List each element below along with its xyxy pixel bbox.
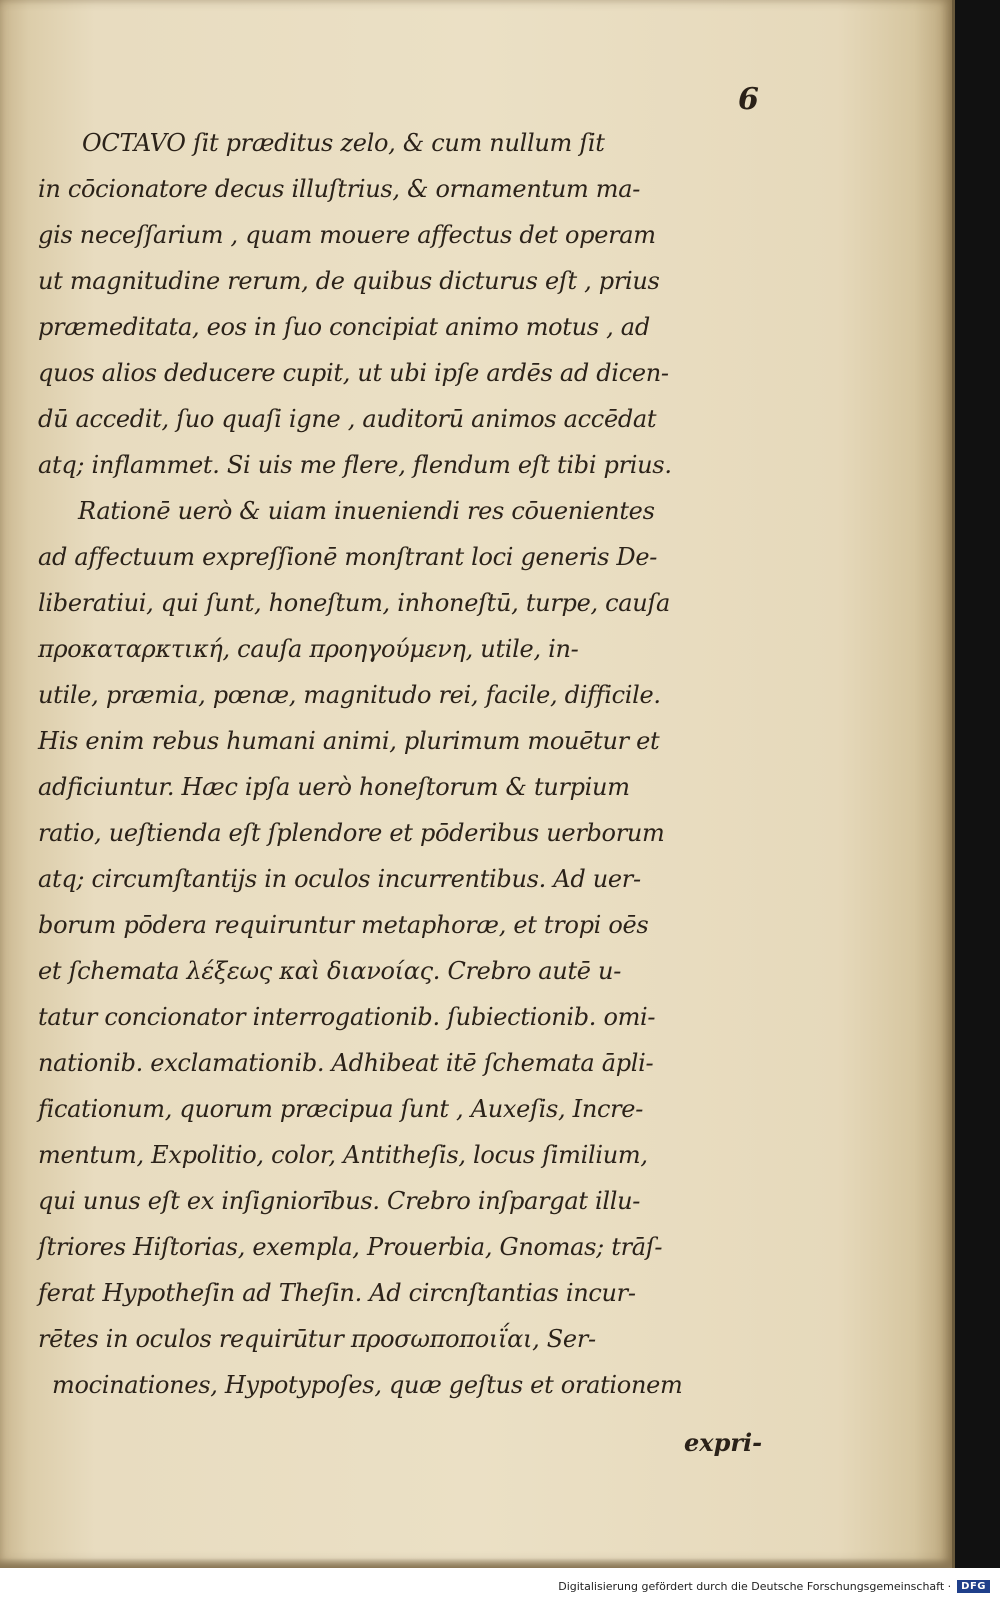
text-line: utile, præmia, pœnæ, magnitudo rei, facile, difficile.	[38, 681, 661, 709]
text-line: ficationum, quorum præcipua ſunt , Auxeſis, Incre-	[38, 1095, 644, 1123]
text-line: quos alios deducere cupit, ut ubi ipſe ardēs ad dicen-	[38, 359, 669, 387]
footer-credit: Digitalisierung gefördert durch die Deutsche Forschungsgemeinschaft ·	[558, 1579, 952, 1593]
text-line: tatur concionator interrogationib. ſubiectionib. omi-	[38, 1003, 656, 1031]
body-text	[38, 120, 778, 1408]
text-line: atq; inflammet. Si uis me flere, flendum eſt tibi prius.	[38, 451, 672, 479]
text-line: borum pōdera requiruntur metaphoræ, et tropi oēs	[38, 911, 649, 939]
text-line: προκαταρκτική, cauſa προηγούμενη, utile, in-	[38, 635, 579, 663]
text-line: ſtriores Hiſtorias, exempla, Prouerbia, Gnomas; trāſ-	[38, 1233, 663, 1261]
text-line: OCTAVO ſit præditus zelo, & cum nullum ſit	[82, 129, 605, 157]
text-line: His enim rebus humani animi, plurimum mouētur et	[38, 727, 660, 755]
text-line: dū accedit, ſuo quaſi igne , auditorū animos accēdat	[38, 405, 657, 433]
text-line: atq; circumſtantijs in oculos incurrentibus. Ad uer-	[38, 865, 641, 893]
text-line: rētes in oculos requirūtur προσωποποιΐαι, Ser-	[38, 1325, 596, 1353]
text-line: ratio, ueſtienda eſt ſplendore et pōderibus uerborum	[38, 819, 665, 847]
text-line: ferat Hypotheſin ad Theſin. Ad circnſtantias incur-	[38, 1279, 636, 1307]
text-line: Rationē uerò & uiam inueniendi res cōuenientes	[78, 497, 655, 525]
text-line: qui unus eſt ex inſigniorībus. Crebro inſpargat illu-	[38, 1187, 641, 1215]
text-line: ad affectuum expreſſionē monſtrant loci generis De-	[38, 543, 658, 571]
page-number: 6	[738, 82, 759, 117]
text-line: adficiuntur. Hæc ipſa uerò honeſtorum & turpium	[38, 773, 630, 801]
text-line: ut magnitudine rerum, de quibus dicturus eſt , prius	[38, 267, 660, 295]
text-line: nationib. exclamationib. Adhibeat itē ſchemata āpli-	[38, 1049, 654, 1077]
text-line: in cōcionatore decus illuſtrius, & ornamentum ma-	[38, 175, 641, 203]
text-line: et ſchemata λέξεως καὶ διανοίας. Crebro autē u-	[38, 957, 622, 985]
text-line: gis neceſſarium , quam mouere affectus det operam	[38, 221, 656, 249]
text-line: mentum, Expolitio, color, Antitheſis, locus ſimilium,	[38, 1141, 648, 1169]
text-line: mocinationes, Hypotypoſes, quæ geſtus et orationem	[52, 1371, 683, 1399]
text-line: liberatiui, qui ſunt, honeſtum, inhoneſtū, turpe, cauſa	[38, 589, 671, 617]
text-line: præmeditata, eos in ſuo concipiat animo motus , ad	[38, 313, 650, 341]
dfg-logo: DFG	[957, 1580, 990, 1593]
footer-bar	[0, 1568, 1000, 1604]
catchword: expri-	[684, 1428, 763, 1457]
